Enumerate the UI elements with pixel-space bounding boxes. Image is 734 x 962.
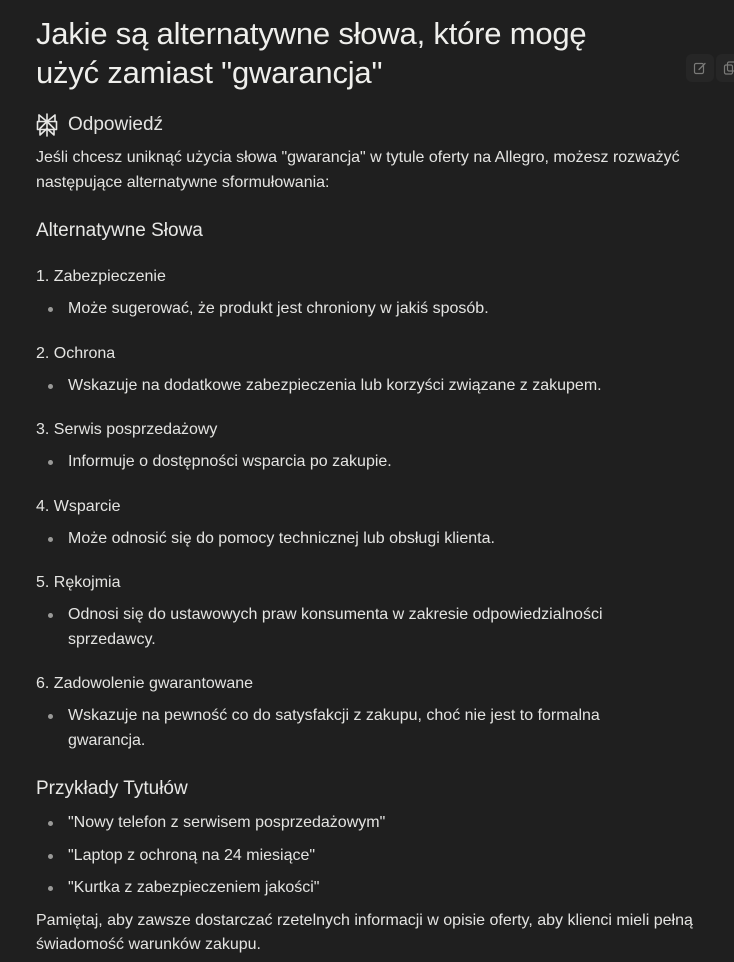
item-title: 5. Rękojmia [36,574,121,591]
item-title: 4. Wsparcie [36,497,121,515]
item-title: 1. Zabezpieczenie [36,268,166,285]
bullet-dot [48,613,53,618]
item-description: Może sugerować, że produkt jest chroniony w jakiś sposób. [36,297,726,322]
bullet-dot [48,460,53,465]
perplexity-logo-icon [36,113,58,137]
answer-closing: Pamiętaj, aby zawsze dostarczać rzetelnych informacji w opisie oferty, aby klienci mieli pełną świadomość warunków zakupu. [36,911,693,953]
example-item: "Nowy telefon z serwisem posprzedażowym" [36,811,726,836]
edit-button[interactable] [686,54,714,82]
list-item [36,571,726,652]
bullet-dot [48,854,53,859]
copy-button[interactable] [716,54,734,82]
section-heading-alternatives: Alternatywne Słowa [36,220,203,241]
item-description: Wskazuje na dodatkowe zabezpieczenia lub korzyści związane z zakupem. [36,374,726,399]
answer-intro: Jeśli chcesz uniknąć użycia słowa "gwarancja" w tytule oferty na Allegro, możesz rozważyć następujące alternatywne sformułowania: [36,149,680,191]
item-description: Odnosi się do ustawowych praw konsumenta w zakresie odpowiedzialności sprzedawcy. [36,603,726,652]
edit-icon [693,61,707,75]
bullet-dot [48,886,53,891]
list-item [36,265,726,322]
answer-content [36,146,726,958]
examples-list [36,811,726,901]
bullet-dot [48,714,53,719]
bullet-dot [48,821,53,826]
question-title: Jakie są alternatywne słowa, które mogę użyć zamiast "gwarancja" [36,16,587,90]
bullet-dot [48,384,53,389]
answer-header [36,113,163,137]
bullet-dot [48,537,53,542]
answer-label: Odpowiedź [68,114,164,135]
list-item [36,342,726,399]
list-item [36,418,726,475]
list-item [36,495,726,552]
item-description: Może odnosić się do pomocy technicznej lub obsługi klienta. [36,527,726,552]
item-title: 3. Serwis posprzedażowy [36,421,218,438]
item-title: 2. Ochrona [36,344,116,362]
section-heading-examples: Przykłady Tytułów [36,778,188,799]
item-title: 6. Zadowolenie gwarantowane [36,675,254,692]
example-item: "Kurtka z zabezpieczeniem jakości" [36,876,726,901]
copy-icon [723,61,734,75]
bullet-dot [48,307,53,312]
example-item: "Laptop z ochroną na 24 miesiące" [36,844,726,869]
item-description: Informuje o dostępności wsparcia po zakupie. [36,450,726,475]
item-description: Wskazuje na pewność co do satysfakcji z zakupu, choć nie jest to formalna gwarancja. [36,704,726,753]
list-item [36,672,726,753]
